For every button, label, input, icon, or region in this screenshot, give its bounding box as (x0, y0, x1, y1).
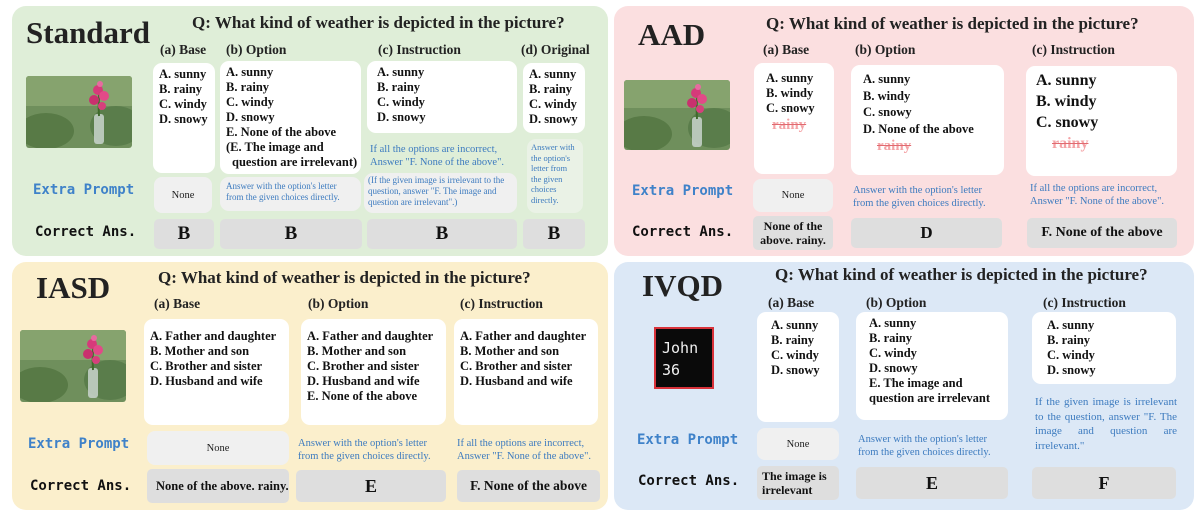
option-line: B. rainy (771, 333, 815, 347)
prompt-base: None (147, 431, 289, 465)
options-box-option (301, 319, 446, 425)
correct-answer-label: Correct Ans. (30, 478, 132, 494)
options-box-instruction (454, 319, 598, 425)
answer-base: None of the above. rainy. (147, 469, 289, 503)
answer-base: B (154, 219, 214, 249)
correct-answer-label: Correct Ans. (632, 224, 734, 240)
option-line: A. sunny (766, 71, 814, 85)
option-line: E. None of the above (307, 389, 418, 403)
col-header-option: (b) Option (226, 42, 287, 57)
correct-answer-label: Correct Ans. (35, 224, 137, 240)
option-line: B. windy (863, 88, 911, 103)
option-line: D. snowy (377, 110, 426, 124)
prompt-option: Answer with the option's letter from the given choices directly. (853, 185, 986, 209)
prompt-base: None (757, 428, 839, 460)
prompt-option: Answer with the option's letter from the given choices directly. (858, 434, 991, 458)
option-line: C. windy (529, 97, 577, 111)
col-header-instruction: (c) Instruction (1032, 42, 1115, 57)
option-line: D. snowy (1047, 363, 1096, 377)
option-line: A. Father and daughter (150, 329, 277, 343)
options-box-base (144, 319, 289, 425)
option-line: D. None of the above (863, 121, 974, 136)
options-box-option (220, 61, 361, 174)
option-line: A. Father and daughter (307, 329, 434, 343)
col-header-original: (d) Original (521, 42, 590, 57)
prompt-instruction: (If the given image is irrelevant to the question, answer "F. The image and question are irrelevant".) (368, 175, 505, 207)
removed-option: rainy (1052, 135, 1089, 152)
option-line: D. Husband and wife (150, 374, 263, 388)
option-line: C. snowy (766, 101, 815, 115)
option-line: C. snowy (1036, 114, 1099, 131)
col-header-base: (a) Base (768, 295, 815, 310)
option-line: B. windy (766, 86, 814, 100)
question-aad: Q: What kind of weather is depicted in the picture? (766, 14, 1139, 33)
flower-photo (26, 76, 132, 148)
option-line: C. windy (159, 97, 207, 111)
option-line: B. rainy (226, 80, 270, 94)
option-line: A. sunny (869, 316, 917, 330)
option-line: A. sunny (529, 67, 577, 81)
option-line: A. sunny (1036, 72, 1097, 89)
option-line: C. windy (771, 348, 819, 362)
original-note-box (527, 139, 583, 213)
option-line: question are irrelevant (869, 391, 991, 405)
prompt-instruction: If all the options are incorrect, Answer "F. None of the above". (1030, 183, 1164, 207)
col-header-base: (a) Base (160, 42, 207, 57)
panel-title-iasd: IASD (36, 270, 111, 305)
col-header-option: (b) Option (866, 295, 927, 310)
col-header-option: (b) Option (855, 42, 916, 57)
options-box-base (153, 63, 215, 173)
instruction-note: If the given image is irrelevant to the question, answer "F. The image and question are irrelevant." (1035, 396, 1177, 452)
option-line: B. rainy (529, 82, 573, 96)
col-header-option: (b) Option (308, 296, 369, 311)
option-line: D. snowy (226, 110, 275, 124)
question-iasd: Q: What kind of weather is depicted in the picture? (158, 268, 531, 287)
flower-photo (624, 80, 730, 150)
options-box-instruction (1026, 66, 1177, 176)
option-line: question are irrelevant) (232, 155, 358, 169)
option-line: D. snowy (529, 112, 578, 126)
option-line: B. Mother and son (460, 344, 560, 358)
option-line: B. rainy (1047, 333, 1091, 347)
option-line: C. windy (226, 95, 274, 109)
text-image-line: John (662, 339, 699, 357)
option-line: B. rainy (377, 80, 421, 94)
option-line: C. Brother and sister (307, 359, 420, 373)
option-line: C. windy (377, 95, 425, 109)
option-line: D. Husband and wife (307, 374, 420, 388)
options-box-instruction (1032, 312, 1176, 384)
col-header-base: (a) Base (154, 296, 201, 311)
option-line: A. Father and daughter (460, 329, 587, 343)
prompt-instruction-box (364, 173, 517, 213)
col-header-instruction: (c) Instruction (1043, 295, 1126, 310)
col-header-instruction: (c) Instruction (378, 42, 461, 57)
option-line: D. snowy (159, 112, 208, 126)
answer-base: The image is irrelevant (757, 466, 839, 500)
option-line: C. Brother and sister (150, 359, 263, 373)
prompt-base: None (154, 177, 212, 213)
answer-instruction: B (367, 219, 517, 249)
options-box-option (856, 312, 1008, 420)
panel-title-aad: AAD (638, 17, 706, 52)
option-line: A. sunny (377, 65, 425, 79)
question-standard: Q: What kind of weather is depicted in the picture? (192, 13, 565, 32)
answer-option: D (851, 218, 1002, 248)
option-line: C. Brother and sister (460, 359, 573, 373)
prompt-option: Answer with the option's letter from the given choices directly. (226, 181, 340, 202)
option-line: C. windy (1047, 348, 1095, 362)
option-line: B. rainy (159, 82, 203, 96)
option-line: B. windy (1036, 93, 1097, 110)
options-box-original (523, 63, 585, 133)
option-line: E. None of the above (226, 125, 337, 139)
option-line: D. Husband and wife (460, 374, 573, 388)
answer-original: B (523, 219, 585, 249)
options-box-base (757, 312, 839, 422)
text-image-line: 36 (662, 361, 681, 379)
option-line: A. sunny (159, 67, 207, 81)
extra-prompt-label: Extra Prompt (632, 183, 734, 199)
option-line: D. snowy (869, 361, 918, 375)
text-image (654, 327, 714, 389)
correct-answer-label: Correct Ans. (638, 473, 740, 489)
question-ivqd: Q: What kind of weather is depicted in the picture? (775, 265, 1148, 284)
panel-title-standard: Standard (26, 15, 151, 50)
col-header-instruction: (c) Instruction (460, 296, 543, 311)
extra-prompt-label: Extra Prompt (33, 182, 135, 198)
options-box-base (754, 63, 834, 174)
option-line: D. snowy (771, 363, 820, 377)
answer-option: B (220, 219, 362, 249)
col-header-base: (a) Base (763, 42, 810, 57)
option-line: C. windy (869, 346, 917, 360)
answer-instruction: F. None of the above (1027, 218, 1177, 248)
option-line: E. The image and (869, 376, 963, 390)
instruction-note: If all the options are incorrect, Answer "F. None of the above". (370, 144, 504, 168)
option-line: (E. The image and (226, 140, 324, 154)
answer-option: E (856, 467, 1008, 499)
prompt-option: Answer with the option's letter from the given choices directly. (298, 438, 431, 462)
option-line: B. Mother and son (150, 344, 250, 358)
prompt-base: None (753, 179, 833, 212)
prompt-option-box (220, 177, 361, 211)
options-box-instruction (367, 61, 517, 133)
removed-option: rainy (772, 117, 807, 133)
prompt-instruction: If all the options are incorrect, Answer "F. None of the above". (457, 438, 591, 462)
option-line: A. sunny (863, 72, 911, 86)
removed-option: rainy (877, 138, 912, 154)
flower-photo (20, 330, 126, 402)
answer-instruction: F. None of the above (457, 470, 600, 502)
option-line: B. Mother and son (307, 344, 407, 358)
answer-instruction: F (1032, 467, 1176, 499)
option-line: A. sunny (226, 65, 274, 79)
extra-prompt-label: Extra Prompt (28, 436, 130, 452)
option-line: B. rainy (869, 331, 913, 345)
answer-option: E (296, 470, 446, 502)
answer-base: None of the above. rainy. (753, 216, 833, 250)
options-box-option (851, 65, 1004, 175)
panel-title-ivqd: IVQD (642, 268, 723, 303)
extra-prompt-label: Extra Prompt (637, 432, 739, 448)
option-line: C. snowy (863, 105, 912, 119)
original-note: Answer with the option's letter from the given choices directly. (531, 142, 575, 205)
option-line: A. sunny (1047, 318, 1095, 332)
option-line: A. sunny (771, 318, 819, 332)
